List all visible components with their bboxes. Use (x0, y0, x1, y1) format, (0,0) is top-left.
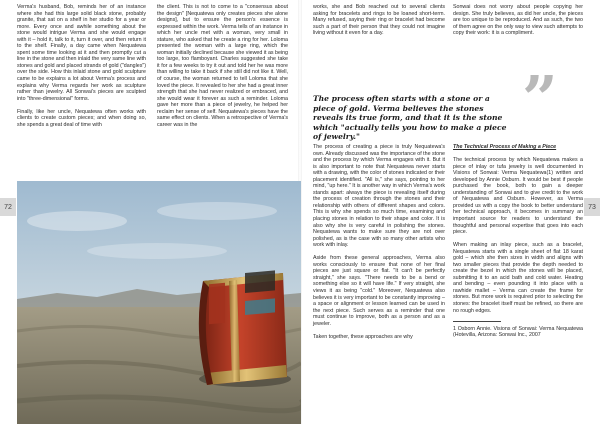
bracelet-photo-graphic (17, 181, 301, 424)
paragraph: Verma's husband, Bob, reminds her of an instance where she had this large solid black stone, probably granite, that sat on a shelf in her studio for a year or more. Every once and awhile something about the stone would intrigue Verma and she would engage with it – hold it, talk to it, turn it over, and then return it to the shelf. Finally, a day came when Nequatewa spent some time looking at it and then promptly cut a line in the stone and then inlaid the very same line with stones and gold and placed strands of gold ("dangles") over the side. How this inlaid stone and gold sculpture came to be explains a lot about Verma's process and explains why Verma regards her work as sculpture rather than jewelry. All Sonwai's pieces are sculpted into "three-dimensional" forms. (17, 4, 146, 102)
footnote: 1 Osborn Annie. Visions of Sonwai: Verma Nequatewa (Hotevilla, Arizona: Sonwai Inc., 2007 (453, 325, 583, 339)
text-column-3 (313, 144, 445, 347)
pull-quote: The process often starts with a stone or a piece of gold. Verma believes the stones reveals its true form, and that it is the stone which "actually tells you how to make a piece of jewelry." (313, 94, 507, 142)
text-column-4-top (453, 4, 583, 43)
paragraph: The technical process by which Nequatewa makes a piece of inlay or tufa jewelry is well documented in Visions of Sonwai: Verma Nequatewa(1) written and developed by Annie Osburn. It would be best if people purchased the book, both to gain a deeper understanding of Sonwai and to give credit to the work of Nequatewa and Osburn. However, as Verma provided us with a copy the book to better understand her technical approach, it becomes in summary an important source for readers to understand the thoughtful and personal expertise that goes into each piece. (453, 157, 583, 236)
page-number-right: 73 (584, 198, 600, 216)
paragraph: Taken together, these approaches are why (313, 333, 413, 340)
text-column-2 (157, 4, 288, 135)
text-column-4 (453, 144, 583, 345)
paragraph: Finally, like her uncle, Nequatewa often works with clients to create custom pieces; and when doing so, she spends a great deal of time with (17, 108, 146, 128)
paragraph: Aside from these general approaches, Verma also works consciously to ensure that none of her final pieces are just square or flat. "It can't be perfectly straight," she says. "There needs to be a bend or something else so it will have life." If very straight, she views it as being "cold." Moreover, Nequatewa also believes it is very important to be constantly improving – a space or alignment or lesson learned can be used in the next piece. Such serves as a reminder that one must continue to improve, both as a person and as a jeweler. (313, 255, 445, 327)
paragraph: works, she and Bob reached out to several clients asking for bracelets and rings to be loaned short-term. Many refused, saying their ring or bracelet had become such a part of their person that they could not imagine living without it even for a day. (313, 4, 445, 37)
footnote-rule (453, 321, 501, 322)
section-heading: The Technical Process of Making a Piece (453, 144, 557, 150)
bracelet-photo (17, 181, 301, 424)
paragraph: The process of creating a piece is truly Nequatewa's own. Already discussed was the importance of the stone and the process by which Verma engages with it. But it is also important to note that Nequatewa never starts with a drawing, with the color of stones indicated or their placement identified. "All is," she says, pointing to her mind, "up here." It is another way in which Verma's work stands apart: always the piece is revealing itself during the process of creation through the stones and their relationship with others of different shapes and colors. This is why she spends so much time, examining and placing stones in relation to their shape and color. It is also why she is very careful in polishing the stones. Nequatewa wants to make sure they are not over polished, as is the case with so many other artists who work with inlay. (313, 144, 445, 249)
page-number-left: 72 (0, 198, 16, 216)
quote-mark-icon: ” (522, 62, 558, 135)
text-column-1 (17, 4, 146, 135)
paragraph: When making an inlay piece, such as a bracelet, Nequatewa starts with a single sheet of flat 18 karat gold – which she then sizes in width and aligns with two smaller pieces that provide the depth needed to create the bezel in which the stones will be placed, submitting it to an acid bath and cold water. Heating and bending – even pounding it into place with a rawhide mallet – Verma can create the frame for stones. But more work is required prior to selecting the stones: the bracelet itself must be refined, so there are no rough edges. (453, 242, 583, 314)
paragraph: the client. This is not to come to a "consensus about the design" [Nequatewa only creates pieces she alone designs], but to ensure the person's essence is expressed within the work. Verma tells of an instance in which her uncle met with a woman, very small in stature, who asked that he create a ring for her. Loloma presented the woman with a large ring, which the woman initially declined because she viewed it as being too large, too flamboyant. Charles suggested she take it for a few weeks to try it out and told her he was more than willing to take it back if she still did not like it. Well, of course, the woman returned to tell Loloma that she loved the piece. It revealed to her she had a great inner strength that she had never realized or embraced, and she would wear it forever as such a reminder. Loloma gave her more than a piece of jewelry, he helped her reclaim her sense of self. Nequatewa's pieces have the same effect on clients. When a retrospective of Verma's career was in the (157, 4, 288, 128)
text-column-3-top (313, 4, 445, 43)
paragraph: Sonwai does not worry about people copying her design. She truly believes, as did her uncle, the pieces are too unique to be reproduced. And as such, the two of them agree on the only way to view such attempts to copy their work: it is a compliment. (453, 4, 583, 37)
